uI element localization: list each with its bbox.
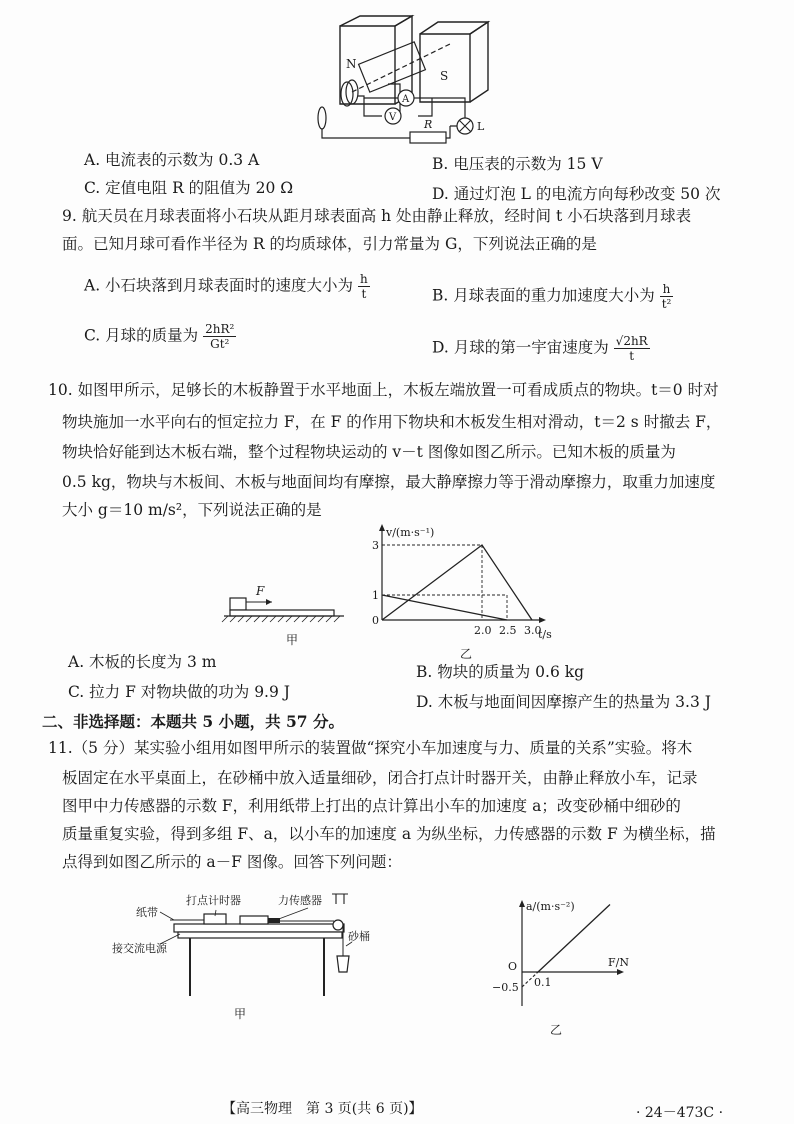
q10-option-d: D. 木板与地面间因摩擦产生的热量为 3.3 J bbox=[416, 693, 711, 711]
label-power: 接交流电源 bbox=[112, 942, 167, 955]
q9-option-a-fraction bbox=[358, 272, 370, 301]
q11-stem-line5: 点得到如图乙所示的 a－F 图像。回答下列问题： bbox=[62, 853, 402, 871]
q9-option-b bbox=[432, 282, 673, 311]
vt-xtick-label: 2.5 bbox=[499, 624, 517, 637]
q8-option-d: D. 通过灯泡 L 的电流方向每秒改变 50 次 bbox=[432, 185, 721, 203]
q9-d-denominator: t bbox=[629, 349, 635, 363]
resistor-label: R bbox=[424, 118, 433, 131]
section2-heading: 二、非选择题：本题共 5 小题，共 57 分。 bbox=[42, 712, 344, 731]
vt-origin-label: 0 bbox=[372, 614, 379, 627]
q9-b-denominator: t² bbox=[661, 297, 672, 311]
vt-xlabel: t/s bbox=[538, 628, 552, 641]
footer-page-info: 【高三物理 第 3 页(共 6 页)】 bbox=[222, 1101, 423, 1117]
q9-option-c-text: C. 月球的质量为 bbox=[84, 326, 199, 345]
label-timer: 打点计时器 bbox=[186, 894, 241, 907]
block-shape bbox=[230, 598, 246, 610]
af-xlabel: F/N bbox=[608, 956, 629, 969]
vt-ylabel: v/(m·s⁻¹) bbox=[386, 526, 435, 539]
q9-c-numerator: 2hR² bbox=[205, 322, 235, 336]
q8-option-a: A. 电流表的示数为 0.3 A bbox=[84, 151, 260, 169]
magnet-s-label: S bbox=[440, 69, 449, 83]
q10-option-a: A. 木板的长度为 3 m bbox=[68, 653, 217, 671]
q9-option-c-fraction bbox=[203, 322, 236, 351]
fig-q11-jia-label: 甲 bbox=[234, 1007, 247, 1021]
q10-stem-line5: 大小 g＝10 m/s²，下列说法正确的是 bbox=[62, 501, 322, 519]
q9-b-numerator: h bbox=[660, 282, 674, 297]
magnet-n-label: N bbox=[346, 57, 357, 71]
vt-series-1 bbox=[382, 545, 532, 620]
force-label: F bbox=[256, 584, 265, 598]
q10-stem-line4: 0.5 kg，物块与木板间、木板与地面间均有摩擦，最大静摩擦力等于滑动摩擦力，取重力加速度 bbox=[62, 473, 716, 491]
apparatus-figure bbox=[108, 884, 378, 1024]
vt-ytick-label: 3 bbox=[372, 539, 379, 552]
q9-stem-line2: 面。已知月球可看作半径为 R 的均质球体，引力常量为 G，下列说法正确的是 bbox=[62, 235, 597, 253]
q11-stem-line4: 质量重复实验，得到多组 F、a，以小车的加速度 a 为纵坐标，力传感器的示数 F 为横坐标，描 bbox=[62, 825, 716, 843]
q11-stem-line3: 图甲中力传感器的示数 F，利用纸带上打出的点计算出小车的加速度 a；改变砂桶中细砂的 bbox=[62, 797, 681, 815]
q9-option-d-fraction bbox=[614, 334, 650, 363]
q10-option-c: C. 拉力 F 对物块做的功为 9.9 J bbox=[68, 683, 290, 701]
label-bucket: 砂桶 bbox=[348, 930, 370, 943]
af-chart bbox=[470, 896, 650, 1046]
generator-circuit-figure bbox=[300, 14, 510, 149]
af-ytick-label: −0.5 bbox=[492, 981, 519, 994]
vt-xtick-label: 2.0 bbox=[474, 624, 492, 637]
board-shape bbox=[230, 610, 334, 616]
af-origin-label: O bbox=[508, 960, 518, 973]
q11-stem-line2: 板固定在水平桌面上，在砂桶中放入适量细砂，闭合打点计时器开关，由静止释放小车，记录 bbox=[62, 769, 698, 787]
fig-jia-label: 甲 bbox=[286, 633, 299, 647]
label-tape: 纸带 bbox=[136, 906, 158, 919]
q8-option-b: B. 电压表的示数为 15 V bbox=[432, 155, 603, 173]
q9-option-d-text: D. 月球的第一宇宙速度为 bbox=[432, 338, 609, 357]
lamp-label: L bbox=[477, 120, 485, 133]
q8-option-c: C. 定值电阻 R 的阻值为 20 Ω bbox=[84, 179, 294, 197]
fig-yi-label: 乙 bbox=[460, 647, 473, 661]
q11-stem-line1: 11.（5 分）某实验小组用如图甲所示的装置做“探究小车加速度与力、质量的关系”实验。将木 bbox=[48, 739, 693, 757]
q9-option-a-text: A. 小石块落到月球表面时的速度大小为 bbox=[84, 276, 354, 295]
q9-a-numerator: h bbox=[360, 272, 368, 286]
af-series-line bbox=[538, 905, 610, 973]
q9-option-b-text: B. 月球表面的重力加速度大小为 bbox=[432, 286, 655, 305]
q9-stem-line1: 9. 航天员在月球表面将小石块从距月球表面高 h 处由静止释放，经时间 t 小石块落到月球表 bbox=[62, 207, 692, 225]
q9-option-a bbox=[84, 272, 370, 301]
footer-code: · 24－473C · bbox=[636, 1105, 724, 1121]
vt-chart bbox=[360, 522, 560, 662]
fig-q11-yi-label: 乙 bbox=[550, 1023, 563, 1037]
q9-option-c bbox=[84, 322, 236, 351]
af-xtick-label: 0.1 bbox=[534, 976, 552, 989]
vt-ytick-label: 1 bbox=[372, 589, 379, 602]
ammeter-label: A bbox=[402, 94, 410, 105]
q10-stem-line3: 物块恰好能到达木板右端，整个过程物块运动的 v－t 图像如图乙所示。已知木板的质量为 bbox=[62, 443, 676, 461]
q9-d-numerator: √2hR bbox=[615, 334, 648, 348]
q9-a-denominator: t bbox=[361, 287, 367, 301]
block-board-figure bbox=[220, 570, 350, 650]
q10-option-b: B. 物块的质量为 0.6 kg bbox=[416, 663, 585, 681]
af-ylabel: a/(m·s⁻²) bbox=[526, 900, 575, 913]
q9-option-d bbox=[432, 334, 650, 363]
label-sensor: 力传感器 bbox=[278, 894, 322, 907]
q9-option-b-fraction bbox=[660, 282, 674, 311]
vt-xtick-label: 3.0 bbox=[524, 624, 542, 637]
q10-stem-line2: 物块施加一水平向右的恒定拉力 F，在 F 的作用下物块和木板发生相对滑动，t＝2 s 时撤去 F， bbox=[62, 413, 722, 431]
q10-stem-line1: 10. 如图甲所示，足够长的木板静置于水平地面上，木板左端放置一可看成质点的物块。t＝0 时对 bbox=[48, 381, 719, 399]
q9-c-denominator: Gt² bbox=[210, 337, 230, 351]
voltmeter-label: V bbox=[389, 112, 397, 123]
vt-series-2 bbox=[382, 595, 507, 620]
